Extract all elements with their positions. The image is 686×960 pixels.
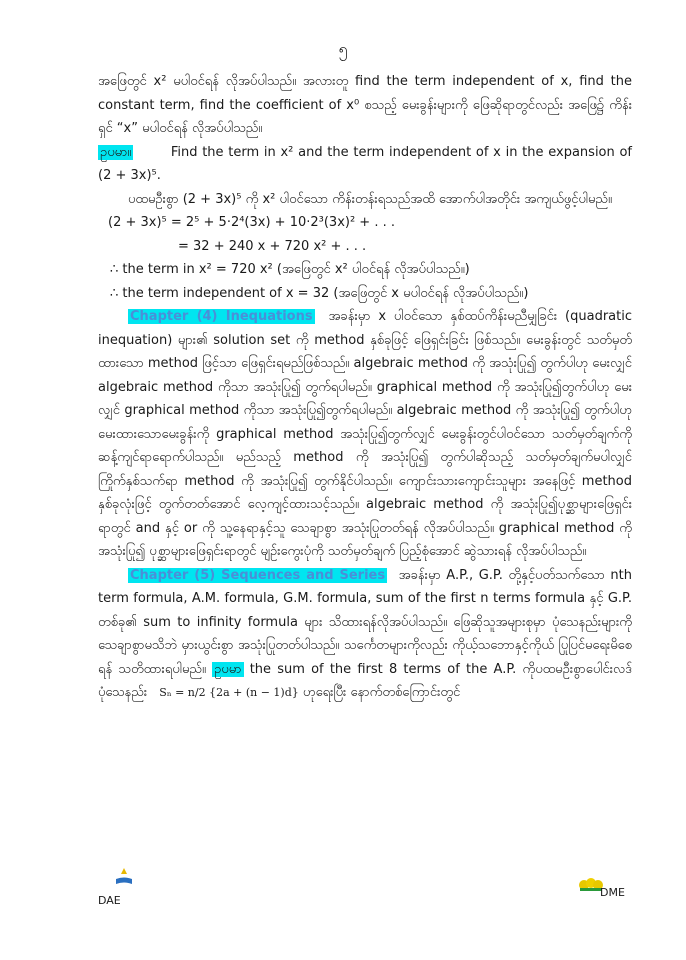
chapter-5-text-b: the sum of the first 8 terms of the A.P. ကိုပထမဦးစွာပေါင်းလဒ်ပုံသေနည်း	[98, 661, 632, 700]
chapter-4-paragraph	[98, 305, 632, 564]
paragraph-intro: အဖြေတွင် x² မပါဝင်ရန် လိုအပ်ပါသည်။ အလားတူ find the term independent of x, find the constant term, find the coefficient of x⁰ စသည့် မေးခွန်းများကို ဖြေဆိုရာတွင်လည်း အဖြေ၌ ကိန်းရှင် “x” မပါဝင်ရန် လိုအပ်ပါသည်။	[98, 74, 632, 136]
chapter-5-paragraph	[98, 564, 632, 705]
page-content	[98, 70, 632, 705]
example-1	[98, 141, 632, 188]
therefore-line-2: ∴ the term independent of x = 32 (အဖြေတွင် x မပါဝင်ရန် လိုအပ်ပါသည်။)	[110, 285, 529, 301]
example-text: Find the term in x² and the term independent of x in the expansion of (2 + 3x)⁵.	[98, 144, 633, 183]
chapter-4-heading: Chapter (4) Inequations	[130, 309, 313, 324]
page-number: ၅	[338, 39, 348, 58]
math-line-1: (2 + 3x)⁵ = 2⁵ + 5·2⁴(3x) + 10·2³(3x)² + . . .	[108, 215, 395, 230]
example-label-2: ဥပမာ	[214, 661, 242, 677]
footer-right-text: DME	[600, 886, 625, 899]
sum-formula: Sₙ = n/2 {2a + (n − 1)d}	[159, 686, 299, 699]
chapter-4-text: အခန်းမှာ x ပါဝင်သော နှစ်ထပ်ကိန်းမညီမျှခြင်း (quadratic inequation) များ၏ solution set ကို method နှစ်ခုဖြင့် ဖြေရှင်းခြင်း ဖြစ်သည်။ မေးခွန်းတွင် သတ်မှတ်ထားသော method ဖြင့်သာ ဖြေရှင်းရမည်ဖြစ်သည်။ algebraic method ကို အသုံးပြု၍ တွက်ပါဟု မေးလျှင် algebraic method ကိုသာ အသုံးပြု၍ တွက်ရပါမည်။ graphical method ကို အသုံးပြု၍တွက်ပါဟု မေးလျှင် graphical method ကိုသာ အသုံးပြု၍တွက်ရပါမည်။ algebraic method ကို အသုံးပြု၍ တွက်ပါဟုမေးထားသောမေးခွန်းကို graphical method အသုံးပြု၍တွက်လျှင် မေးခွန်းတွင်ပါဝင်သော သတ်မှတ်ချက်ကို ဆန့်ကျင်ရာရောက်ပါသည်။ မည်သည့် method ကို အသုံးပြု၍ တွက်ပါဆိုသည့် သတ်မှတ်ချက်မပါလျှင် ကြိုက်နှစ်သက်ရာ method ကို အသုံးပြု၍ တွက်နိုင်ပါသည်။ ကျောင်းသားကျောင်းသူများ အနေဖြင့် method နှစ်ခုလုံးဖြင့် တွက်တတ်အောင် လေ့ကျင့်ထားသင့်သည်။ algebraic method ကို အသုံးပြု၍ပုစ္ဆာများဖြေရှင်းရာတွင် and နှင့် or ကို သူ့နေရာနှင့်သူ သေချာစွာ အသုံးပြုတတ်ရန် လိုအပ်ပါသည်။ graphical method ကို အသုံးပြု၍ ပုစ္ဆာများဖြေရှင်းရာတွင် မျဉ်းကွေးပုံကို သတ်မှတ်ချက် ပြည့်စုံအောင် ဆွဲသားရန် လိုအပ်ပါသည်။	[98, 309, 632, 559]
book-logo-icon	[114, 866, 134, 886]
footer-left-text: DAE	[98, 894, 121, 907]
math-line-2: = 32 + 240 x + 720 x² + . . .	[178, 238, 367, 254]
therefore-line-1: ∴ the term in x² = 720 x² (အဖြေတွင် x² ပါဝင်ရန် လိုအပ်ပါသည်။)	[110, 262, 470, 277]
expansion-intro: ပထမဦးစွာ (2 + 3x)⁵ ကို x² ပါဝင်သော ကိန်းတန်းရသည်အထိ အောက်ပါအတိုင်း အကျယ်ဖွင့်ပါမည်။	[128, 191, 612, 207]
chapter-5-heading: Chapter (5) Sequences and Series	[130, 567, 386, 583]
chapter-5-text-a: အခန်းမှာ A.P., G.P. တို့နှင့်ပတ်သက်သော nth term formula, A.M. formula, G.M. formula, sum of the first n terms formula နှင့် G.P. တစ်ခု၏ sum to infinity formula များ သိထားရန်လိုအပ်ပါသည်။ ဖြေဆိုသူအများစုမှာ ပုံသေနည်းများကို သေချာစွာမသိဘဲ မှားယွင်းစွာ အသုံးပြုတတ်ပါသည်။ သင်္ကေတများကိုလည်း ကိုယ့်သဘောနှင့်ကိုယ် ပြုပြင်မရေးမိစေရန် သတိထားရပါမည်။	[98, 567, 632, 677]
example-label: ဥပမာ။	[100, 144, 132, 160]
chapter-5-text-c: ဟုရေးပြီး နောက်တစ်ကြောင်းတွင်	[302, 685, 461, 700]
